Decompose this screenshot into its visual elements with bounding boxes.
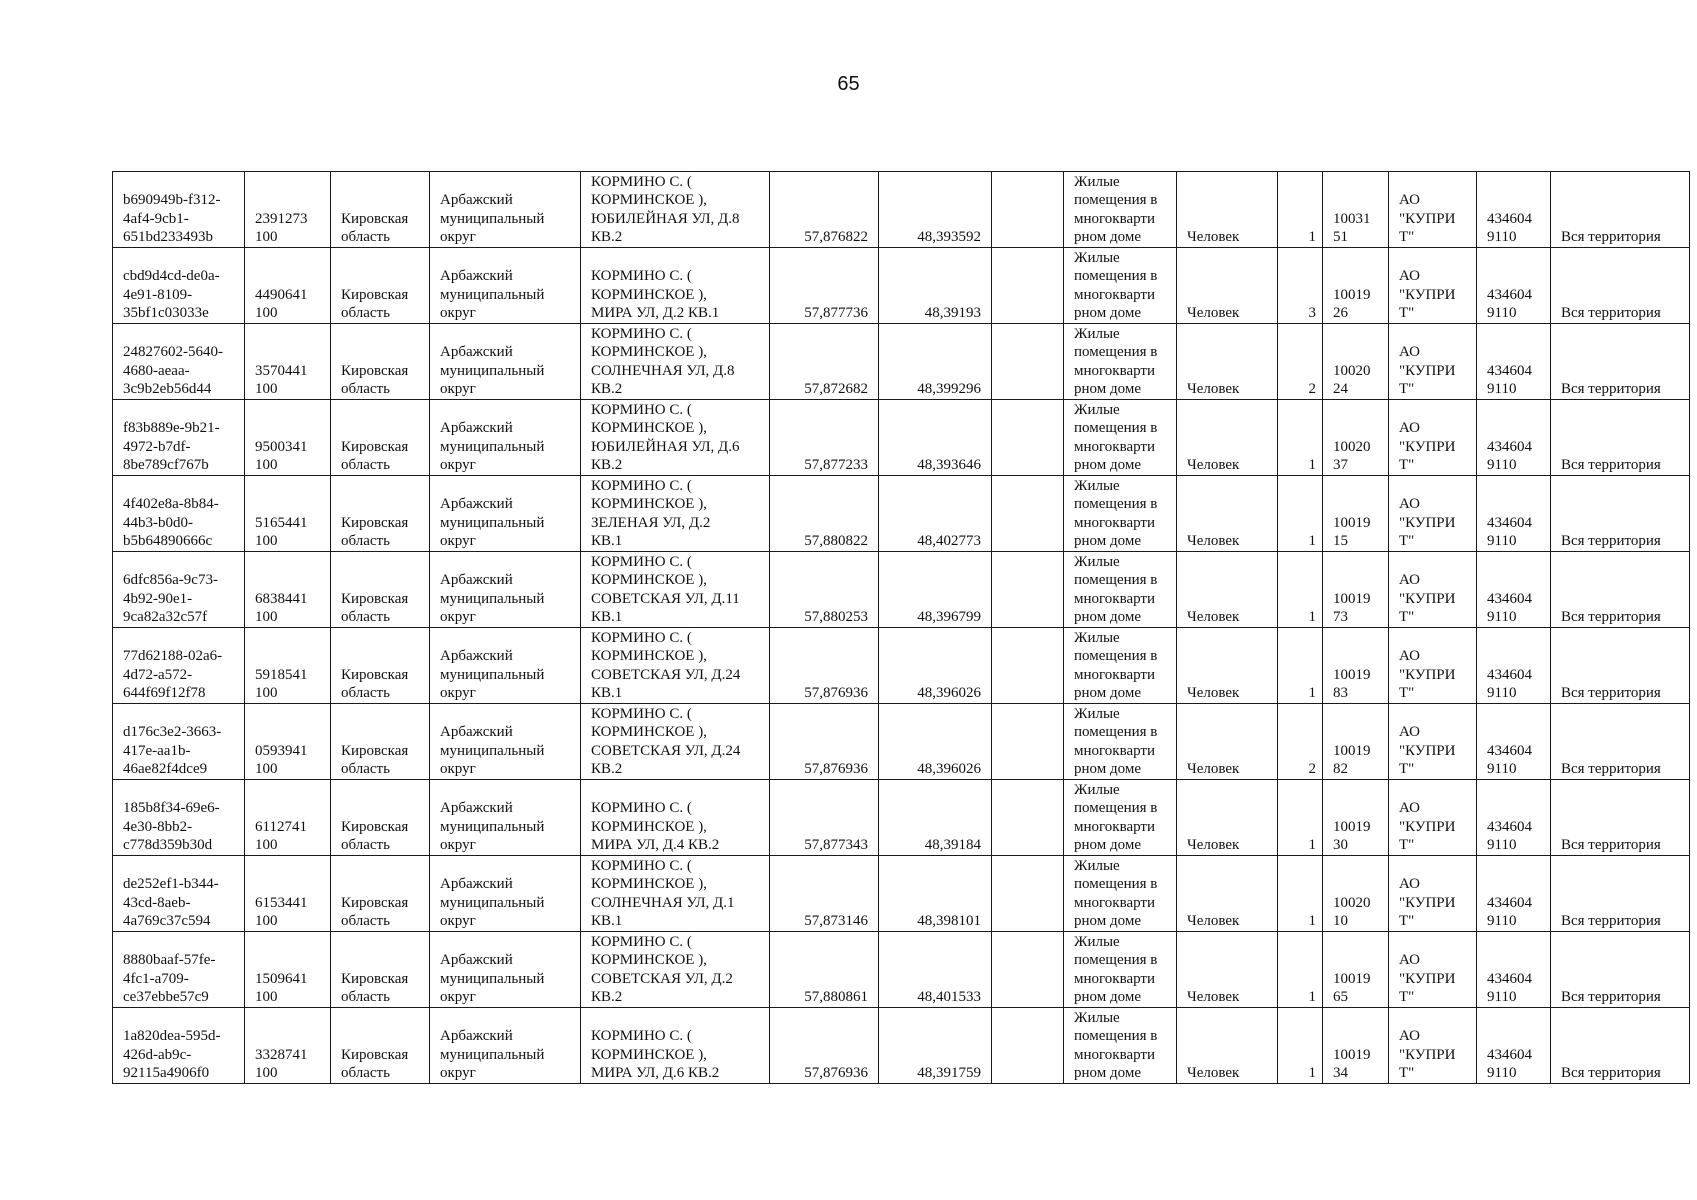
address-cell: КОРМИНО С. ( КОРМИНСКОЕ ), СОЛНЕЧНАЯ УЛ, Д.8 КВ.2 xyxy=(581,324,770,400)
latitude-cell: 57,880861 xyxy=(770,932,879,1008)
longitude-cell: 48,393646 xyxy=(879,400,992,476)
address-cell: КОРМИНО С. ( КОРМИНСКОЕ ), СОВЕТСКАЯ УЛ, Д.2 КВ.2 xyxy=(581,932,770,1008)
empty-cell xyxy=(992,552,1064,628)
organization-cell: АО "КУПРИ Т" xyxy=(1389,704,1477,780)
territory-cell: Вся территория xyxy=(1551,248,1690,324)
territory-cell: Вся территория xyxy=(1551,932,1690,1008)
organization-cell: АО "КУПРИ Т" xyxy=(1389,324,1477,400)
number-cell: 10019 73 xyxy=(1323,552,1389,628)
record-id-cell: 4f402e8a-8b84- 44b3-b0d0- b5b64890666c xyxy=(113,476,245,552)
number-cell: 10020 24 xyxy=(1323,324,1389,400)
latitude-cell: 57,876936 xyxy=(770,704,879,780)
longitude-cell: 48,396026 xyxy=(879,628,992,704)
district-cell: Арбажский муниципальный округ xyxy=(430,780,581,856)
latitude-cell: 57,877736 xyxy=(770,248,879,324)
longitude-cell: 48,401533 xyxy=(879,932,992,1008)
quantity-cell: 2 xyxy=(1278,704,1323,780)
address-cell: КОРМИНО С. ( КОРМИНСКОЕ ), СОЛНЕЧНАЯ УЛ, Д.1 КВ.1 xyxy=(581,856,770,932)
empty-cell xyxy=(992,1008,1064,1084)
latitude-cell: 57,876822 xyxy=(770,172,879,248)
unit-cell: Человек xyxy=(1177,628,1278,704)
address-cell: КОРМИНО С. ( КОРМИНСКОЕ ), МИРА УЛ, Д.6 КВ.2 xyxy=(581,1008,770,1084)
object-code-cell: 1509641 100 xyxy=(245,932,331,1008)
table-row xyxy=(113,324,1690,400)
record-id-cell: b690949b-f312- 4af4-9cb1- 651bd233493b xyxy=(113,172,245,248)
table-row xyxy=(113,400,1690,476)
table-row xyxy=(113,628,1690,704)
unit-cell: Человек xyxy=(1177,324,1278,400)
empty-cell xyxy=(992,780,1064,856)
premises-type-cell: Жилые помещения в многокварти рном доме xyxy=(1064,172,1177,248)
record-id-cell: 77d62188-02a6- 4d72-a572- 644f69f12f78 xyxy=(113,628,245,704)
region-cell: Кировская область xyxy=(331,248,430,324)
organization-cell: АО "КУПРИ Т" xyxy=(1389,248,1477,324)
unit-cell: Человек xyxy=(1177,248,1278,324)
unit-cell: Человек xyxy=(1177,172,1278,248)
registry-table xyxy=(112,171,1690,1084)
premises-type-cell: Жилые помещения в многокварти рном доме xyxy=(1064,476,1177,552)
unit-cell: Человек xyxy=(1177,704,1278,780)
address-cell: КОРМИНО С. ( КОРМИНСКОЕ ), МИРА УЛ, Д.2 КВ.1 xyxy=(581,248,770,324)
organization-cell: АО "КУПРИ Т" xyxy=(1389,400,1477,476)
district-cell: Арбажский муниципальный округ xyxy=(430,248,581,324)
inn-cell: 434604 9110 xyxy=(1477,476,1551,552)
record-id-cell: cbd9d4cd-de0a- 4e91-8109- 35bf1c03033e xyxy=(113,248,245,324)
longitude-cell: 48,39184 xyxy=(879,780,992,856)
longitude-cell: 48,396026 xyxy=(879,704,992,780)
premises-type-cell: Жилые помещения в многокварти рном доме xyxy=(1064,248,1177,324)
district-cell: Арбажский муниципальный округ xyxy=(430,628,581,704)
longitude-cell: 48,391759 xyxy=(879,1008,992,1084)
address-cell: КОРМИНО С. ( КОРМИНСКОЕ ), ЮБИЛЕЙНАЯ УЛ, Д.6 КВ.2 xyxy=(581,400,770,476)
longitude-cell: 48,402773 xyxy=(879,476,992,552)
unit-cell: Человек xyxy=(1177,400,1278,476)
record-id-cell: 24827602-5640- 4680-aeaa- 3c9b2eb56d44 xyxy=(113,324,245,400)
latitude-cell: 57,877343 xyxy=(770,780,879,856)
table-row xyxy=(113,932,1690,1008)
region-cell: Кировская область xyxy=(331,172,430,248)
organization-cell: АО "КУПРИ Т" xyxy=(1389,552,1477,628)
region-cell: Кировская область xyxy=(331,780,430,856)
territory-cell: Вся территория xyxy=(1551,552,1690,628)
territory-cell: Вся территория xyxy=(1551,1008,1690,1084)
latitude-cell: 57,873146 xyxy=(770,856,879,932)
district-cell: Арбажский муниципальный округ xyxy=(430,704,581,780)
premises-type-cell: Жилые помещения в многокварти рном доме xyxy=(1064,704,1177,780)
region-cell: Кировская область xyxy=(331,400,430,476)
record-id-cell: f83b889e-9b21- 4972-b7df- 8be789cf767b xyxy=(113,400,245,476)
latitude-cell: 57,880822 xyxy=(770,476,879,552)
number-cell: 10019 15 xyxy=(1323,476,1389,552)
object-code-cell: 5165441 100 xyxy=(245,476,331,552)
empty-cell xyxy=(992,704,1064,780)
address-cell: КОРМИНО С. ( КОРМИНСКОЕ ), ЗЕЛЕНАЯ УЛ, Д.2 КВ.1 xyxy=(581,476,770,552)
region-cell: Кировская область xyxy=(331,1008,430,1084)
organization-cell: АО "КУПРИ Т" xyxy=(1389,932,1477,1008)
number-cell: 10020 37 xyxy=(1323,400,1389,476)
object-code-cell: 6153441 100 xyxy=(245,856,331,932)
inn-cell: 434604 9110 xyxy=(1477,324,1551,400)
unit-cell: Человек xyxy=(1177,780,1278,856)
territory-cell: Вся территория xyxy=(1551,780,1690,856)
longitude-cell: 48,399296 xyxy=(879,324,992,400)
number-cell: 10019 30 xyxy=(1323,780,1389,856)
table-body xyxy=(113,172,1690,1084)
object-code-cell: 3328741 100 xyxy=(245,1008,331,1084)
territory-cell: Вся территория xyxy=(1551,324,1690,400)
inn-cell: 434604 9110 xyxy=(1477,628,1551,704)
region-cell: Кировская область xyxy=(331,856,430,932)
page-number: 65 xyxy=(837,73,860,95)
table-row xyxy=(113,1008,1690,1084)
premises-type-cell: Жилые помещения в многокварти рном доме xyxy=(1064,856,1177,932)
record-id-cell: 185b8f34-69e6- 4e30-8bb2- c778d359b30d xyxy=(113,780,245,856)
territory-cell: Вся территория xyxy=(1551,400,1690,476)
empty-cell xyxy=(992,248,1064,324)
district-cell: Арбажский муниципальный округ xyxy=(430,172,581,248)
unit-cell: Человек xyxy=(1177,1008,1278,1084)
organization-cell: АО "КУПРИ Т" xyxy=(1389,780,1477,856)
latitude-cell: 57,880253 xyxy=(770,552,879,628)
premises-type-cell: Жилые помещения в многокварти рном доме xyxy=(1064,780,1177,856)
unit-cell: Человек xyxy=(1177,856,1278,932)
inn-cell: 434604 9110 xyxy=(1477,248,1551,324)
longitude-cell: 48,39193 xyxy=(879,248,992,324)
address-cell: КОРМИНО С. ( КОРМИНСКОЕ ), МИРА УЛ, Д.4 КВ.2 xyxy=(581,780,770,856)
record-id-cell: 6dfc856a-9c73- 4b92-90e1- 9ca82a32c57f xyxy=(113,552,245,628)
inn-cell: 434604 9110 xyxy=(1477,1008,1551,1084)
number-cell: 10019 83 xyxy=(1323,628,1389,704)
inn-cell: 434604 9110 xyxy=(1477,704,1551,780)
inn-cell: 434604 9110 xyxy=(1477,552,1551,628)
empty-cell xyxy=(992,932,1064,1008)
longitude-cell: 48,396799 xyxy=(879,552,992,628)
record-id-cell: de252ef1-b344- 43cd-8aeb- 4a769c37c594 xyxy=(113,856,245,932)
object-code-cell: 0593941 100 xyxy=(245,704,331,780)
inn-cell: 434604 9110 xyxy=(1477,856,1551,932)
table-row xyxy=(113,704,1690,780)
number-cell: 10019 34 xyxy=(1323,1008,1389,1084)
quantity-cell: 1 xyxy=(1278,856,1323,932)
object-code-cell: 9500341 100 xyxy=(245,400,331,476)
address-cell: КОРМИНО С. ( КОРМИНСКОЕ ), СОВЕТСКАЯ УЛ, Д.11 КВ.1 xyxy=(581,552,770,628)
latitude-cell: 57,877233 xyxy=(770,400,879,476)
quantity-cell: 3 xyxy=(1278,248,1323,324)
unit-cell: Человек xyxy=(1177,932,1278,1008)
latitude-cell: 57,872682 xyxy=(770,324,879,400)
territory-cell: Вся территория xyxy=(1551,704,1690,780)
empty-cell xyxy=(992,400,1064,476)
region-cell: Кировская область xyxy=(331,324,430,400)
quantity-cell: 1 xyxy=(1278,1008,1323,1084)
organization-cell: АО "КУПРИ Т" xyxy=(1389,476,1477,552)
quantity-cell: 2 xyxy=(1278,324,1323,400)
quantity-cell: 1 xyxy=(1278,552,1323,628)
district-cell: Арбажский муниципальный округ xyxy=(430,400,581,476)
address-cell: КОРМИНО С. ( КОРМИНСКОЕ ), СОВЕТСКАЯ УЛ, Д.24 КВ.1 xyxy=(581,628,770,704)
unit-cell: Человек xyxy=(1177,552,1278,628)
inn-cell: 434604 9110 xyxy=(1477,172,1551,248)
object-code-cell: 6112741 100 xyxy=(245,780,331,856)
premises-type-cell: Жилые помещения в многокварти рном доме xyxy=(1064,552,1177,628)
district-cell: Арбажский муниципальный округ xyxy=(430,552,581,628)
premises-type-cell: Жилые помещения в многокварти рном доме xyxy=(1064,932,1177,1008)
quantity-cell: 1 xyxy=(1278,780,1323,856)
number-cell: 10019 65 xyxy=(1323,932,1389,1008)
object-code-cell: 6838441 100 xyxy=(245,552,331,628)
empty-cell xyxy=(992,324,1064,400)
quantity-cell: 1 xyxy=(1278,476,1323,552)
inn-cell: 434604 9110 xyxy=(1477,400,1551,476)
record-id-cell: d176c3e2-3663- 417e-aa1b- 46ae82f4dce9 xyxy=(113,704,245,780)
table-row xyxy=(113,248,1690,324)
territory-cell: Вся территория xyxy=(1551,856,1690,932)
quantity-cell: 1 xyxy=(1278,400,1323,476)
region-cell: Кировская область xyxy=(331,552,430,628)
object-code-cell: 5918541 100 xyxy=(245,628,331,704)
object-code-cell: 3570441 100 xyxy=(245,324,331,400)
number-cell: 10019 26 xyxy=(1323,248,1389,324)
territory-cell: Вся территория xyxy=(1551,628,1690,704)
address-cell: КОРМИНО С. ( КОРМИНСКОЕ ), СОВЕТСКАЯ УЛ, Д.24 КВ.2 xyxy=(581,704,770,780)
table-row xyxy=(113,172,1690,248)
table-row xyxy=(113,856,1690,932)
number-cell: 10020 10 xyxy=(1323,856,1389,932)
district-cell: Арбажский муниципальный округ xyxy=(430,932,581,1008)
territory-cell: Вся территория xyxy=(1551,476,1690,552)
empty-cell xyxy=(992,628,1064,704)
longitude-cell: 48,393592 xyxy=(879,172,992,248)
object-code-cell: 2391273 100 xyxy=(245,172,331,248)
object-code-cell: 4490641 100 xyxy=(245,248,331,324)
inn-cell: 434604 9110 xyxy=(1477,780,1551,856)
address-cell: КОРМИНО С. ( КОРМИНСКОЕ ), ЮБИЛЕЙНАЯ УЛ, Д.8 КВ.2 xyxy=(581,172,770,248)
organization-cell: АО "КУПРИ Т" xyxy=(1389,1008,1477,1084)
record-id-cell: 8880baaf-57fe- 4fc1-a709- ce37ebbe57c9 xyxy=(113,932,245,1008)
empty-cell xyxy=(992,172,1064,248)
unit-cell: Человек xyxy=(1177,476,1278,552)
premises-type-cell: Жилые помещения в многокварти рном доме xyxy=(1064,628,1177,704)
territory-cell: Вся территория xyxy=(1551,172,1690,248)
record-id-cell: 1a820dea-595d- 426d-ab9c- 92115a4906f0 xyxy=(113,1008,245,1084)
longitude-cell: 48,398101 xyxy=(879,856,992,932)
region-cell: Кировская область xyxy=(331,932,430,1008)
table-row xyxy=(113,552,1690,628)
quantity-cell: 1 xyxy=(1278,172,1323,248)
region-cell: Кировская область xyxy=(331,704,430,780)
number-cell: 10019 82 xyxy=(1323,704,1389,780)
table-row xyxy=(113,476,1690,552)
table-row xyxy=(113,780,1690,856)
district-cell: Арбажский муниципальный округ xyxy=(430,324,581,400)
district-cell: Арбажский муниципальный округ xyxy=(430,856,581,932)
empty-cell xyxy=(992,856,1064,932)
organization-cell: АО "КУПРИ Т" xyxy=(1389,856,1477,932)
organization-cell: АО "КУПРИ Т" xyxy=(1389,628,1477,704)
quantity-cell: 1 xyxy=(1278,932,1323,1008)
region-cell: Кировская область xyxy=(331,476,430,552)
premises-type-cell: Жилые помещения в многокварти рном доме xyxy=(1064,1008,1177,1084)
premises-type-cell: Жилые помещения в многокварти рном доме xyxy=(1064,324,1177,400)
quantity-cell: 1 xyxy=(1278,628,1323,704)
premises-type-cell: Жилые помещения в многокварти рном доме xyxy=(1064,400,1177,476)
district-cell: Арбажский муниципальный округ xyxy=(430,1008,581,1084)
region-cell: Кировская область xyxy=(331,628,430,704)
latitude-cell: 57,876936 xyxy=(770,1008,879,1084)
inn-cell: 434604 9110 xyxy=(1477,932,1551,1008)
latitude-cell: 57,876936 xyxy=(770,628,879,704)
organization-cell: АО "КУПРИ Т" xyxy=(1389,172,1477,248)
number-cell: 10031 51 xyxy=(1323,172,1389,248)
district-cell: Арбажский муниципальный округ xyxy=(430,476,581,552)
empty-cell xyxy=(992,476,1064,552)
